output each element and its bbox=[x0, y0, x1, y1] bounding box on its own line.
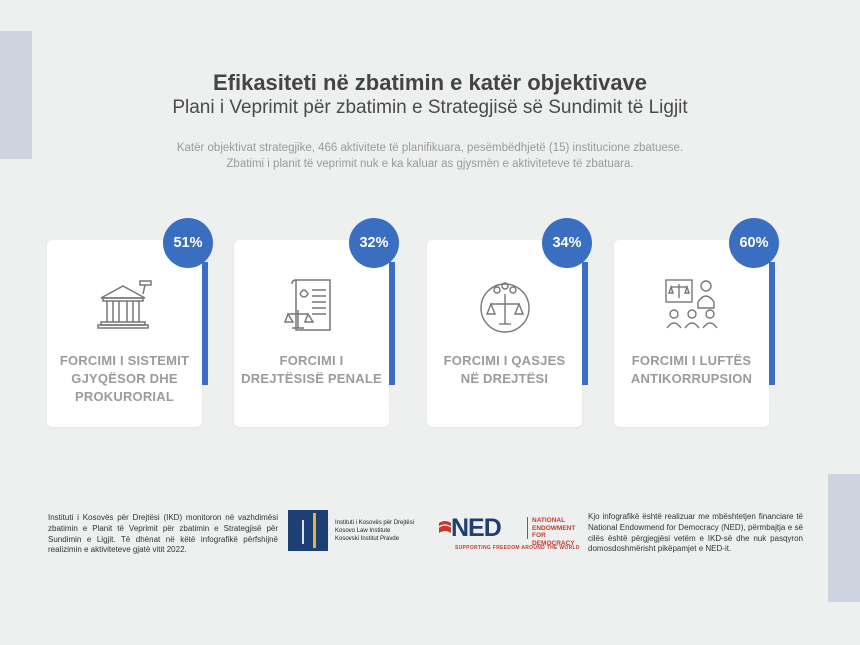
footer-ned-text: Kjo infografikë është realizuar me mbështetjen financiare të National Endowmend for Democracy (NED), përmbajtja e së cilës është përgjegjësi vetëm e IKD-së dhe nuk pasqyron domosdoshmërisht pikëpamjet e NED-it. bbox=[588, 512, 803, 554]
law-document-icon bbox=[282, 276, 342, 336]
ikd-logo bbox=[288, 510, 328, 551]
intro-text bbox=[0, 140, 860, 172]
objective-label: FORCIMI I LUFTËS ANTIKORRUPSION bbox=[630, 353, 753, 386]
objective-card-criminal bbox=[234, 240, 389, 427]
card-accent-bar bbox=[582, 262, 588, 385]
courthouse-icon bbox=[95, 276, 155, 336]
footer-ikd-text: Instituti i Kosovës për Drejtësi (IKD) monitoron në vazhdimësi zbatimin e Planit të Veprimit për zbatimin e Strategjisë për Sundimin e Ligjit. Të dhënat në këtë infografikë përfshijnë realizimin e aktiviteteve gjatë vitit 2022. bbox=[48, 513, 278, 555]
ned-logo bbox=[437, 513, 582, 553]
percent-badge-judicial: 51% bbox=[163, 218, 213, 268]
decorative-bar-right bbox=[828, 474, 860, 602]
ned-tagline: SUPPORTING FREEDOM AROUND THE WORLD bbox=[455, 545, 580, 551]
ikd-logo-text: Instituti i Kosovës për Drejtësi Kosovo Law Institute Kosovski Institut Pravde bbox=[335, 520, 415, 542]
objective-label: FORCIMI I SISTEMIT GJYQËSOR DHE PROKURORIAL bbox=[59, 353, 190, 404]
percent-badge-access: 34% bbox=[542, 218, 592, 268]
objective-card-access bbox=[427, 240, 582, 427]
percent-badge-anticorruption: 60% bbox=[729, 218, 779, 268]
intro-line-2: Zbatimi i planit të veprimit nuk e ka kaluar as gjysmën e aktiviteteve të zbatuara. bbox=[226, 158, 634, 170]
anticorruption-icon bbox=[662, 276, 722, 336]
ned-logo-main: NED bbox=[451, 514, 501, 542]
objective-card-judicial bbox=[47, 240, 202, 427]
page-subtitle: Plani i Veprimit për zbatimin e Strategjisë së Sundimit të Ligjit bbox=[172, 97, 688, 118]
card-accent-bar bbox=[202, 262, 208, 385]
percent-badge-criminal: 32% bbox=[349, 218, 399, 268]
objective-card-anticorruption bbox=[614, 240, 769, 427]
ned-logo-side: NATIONAL ENDOWMENT FOR DEMOCRACY bbox=[532, 517, 576, 547]
card-accent-bar bbox=[769, 262, 775, 385]
objective-label: FORCIMI I QASJES NË DREJTËSI bbox=[443, 353, 566, 386]
access-justice-icon bbox=[475, 276, 535, 336]
page-title: Efikasiteti në zbatimin e katër objektivave bbox=[212, 70, 648, 95]
card-accent-bar bbox=[389, 262, 395, 385]
intro-line-1: Katër objektivat strategjike, 466 aktivitete të planifikuara, pesëmbëdhjetë (15) institucione zbatuese. bbox=[176, 142, 684, 154]
objective-label: FORCIMI I DREJTËSISË PENALE bbox=[241, 353, 382, 386]
